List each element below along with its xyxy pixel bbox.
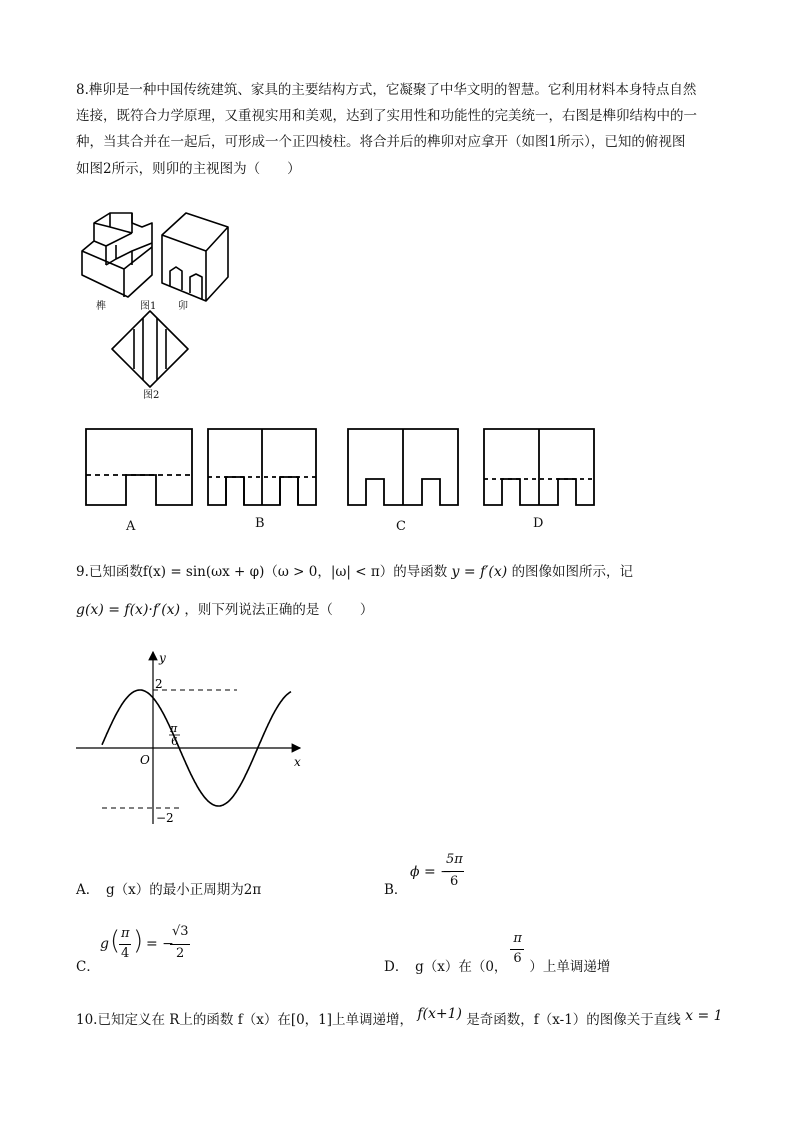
option-c-rhs-numerator: √3 [172, 924, 189, 939]
fig1-label-tenon: 榫 [96, 301, 106, 312]
q8-line-1: 8.榫卯是一种中国传统建筑、家具的主要结构方式，它凝聚了中华文明的智慧。它利用材料本身特点自然 [76, 82, 697, 98]
q8-line-4: 如图2所示，则卯的主视图为（ ） [76, 161, 301, 177]
q10-text-a: 10.已知定义在 R上的函数 f（x）在[0，1]上单调递增， [76, 1012, 414, 1028]
q9-g-definition: g(x) = f(x)·f′(x) [76, 602, 181, 618]
q8-line-2: 连接，既符合力学原理，又重视实用和美观，达到了实用性和功能性的完美统一，右图是榫卯结构中的一 [76, 108, 697, 124]
fig1-caption: 图1 [140, 301, 157, 312]
y-axis-label: y [159, 651, 166, 665]
choice-a-figure [86, 429, 192, 505]
q9-option-a: A． g（x）的最小正周期为2π [76, 882, 262, 898]
choice-c-figure [348, 429, 458, 505]
top-view-diamond [112, 311, 188, 387]
tick-numerator: π [170, 722, 178, 735]
choice-d-figure [484, 429, 594, 505]
option-c-numerator: π [121, 926, 130, 941]
q9-stem-c: 的图像如图所示，记 [511, 564, 634, 580]
option-d-text-a: D． g（x）在（0， [384, 959, 508, 975]
mortise-shape [162, 213, 228, 301]
option-c-equals: = − [146, 936, 174, 952]
option-d-numerator: π [513, 931, 522, 946]
q10-line-1 [76, 1008, 723, 1028]
option-b-lhs: ϕ = − [410, 864, 452, 880]
choice-b-label: B [255, 516, 265, 531]
choice-b-figure [208, 429, 316, 505]
q9-option-c [76, 955, 100, 975]
q8-line-3: 种，当其合并在一起后，可形成一个正四棱柱。将合并后的榫卯对应拿开（如图1所示），已知的俯视图 [76, 134, 686, 150]
option-d-denominator: 6 [513, 951, 522, 966]
q9-option-d [384, 931, 611, 975]
tick-denominator: 6 [171, 735, 178, 748]
origin-label: O [140, 753, 150, 767]
option-b-denominator: 6 [450, 874, 459, 889]
q10-text-b: 是奇函数，f（x-1）的图像关于直线 [466, 1012, 681, 1028]
min-label: −2 [156, 811, 174, 825]
max-label: 2 [155, 677, 163, 691]
q9-stem-a: 9.已知函数f(x) = sin(ωx + φ)（ω > 0，|ω| < π）的导函数 [76, 564, 448, 580]
option-c-label: C． [76, 959, 100, 975]
option-c-denominator: 4 [121, 946, 130, 961]
fig2-caption: 图2 [143, 390, 160, 401]
choice-a-label: A [126, 519, 136, 534]
choice-c-label: C [396, 519, 406, 534]
option-b-label: B． [384, 882, 408, 898]
option-b-numerator: 5π [446, 852, 463, 867]
option-c-rhs-denominator: 2 [176, 946, 185, 961]
x-axis-label: x [294, 755, 301, 769]
option-d-text-b: ）上单调递增 [529, 959, 611, 975]
q9-option-b [384, 878, 407, 898]
derivative-graph [70, 648, 310, 828]
q9-question: ，则下列说法正确的是（ ） [184, 602, 374, 618]
choice-d-label: D [533, 516, 544, 531]
q10-math-f: f(x+1) [417, 1006, 462, 1022]
choice-figures [80, 425, 610, 520]
q9-stem-line-2 [76, 598, 373, 618]
option-c-g: g [100, 936, 109, 952]
fig1-label-mortise: 卯 [178, 301, 188, 312]
q10-math-line: x = 1 [685, 1008, 723, 1024]
q9-stem-line-1 [76, 560, 633, 580]
q9-stem-derivative: y = f′(x) [451, 564, 508, 580]
